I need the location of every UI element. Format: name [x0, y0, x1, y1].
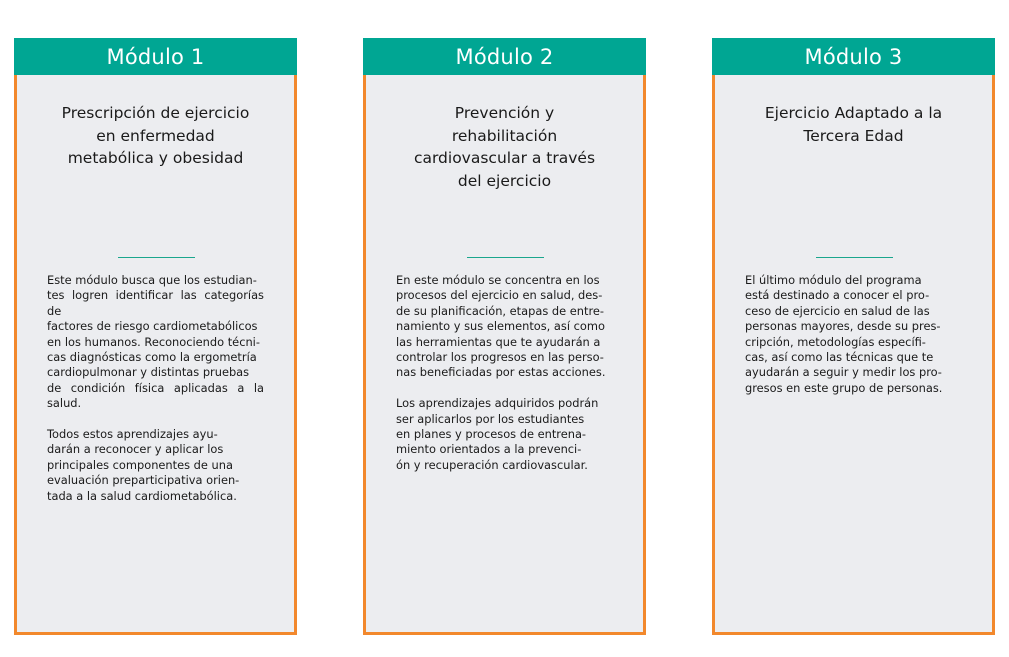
module-header: Módulo 1 [14, 38, 297, 75]
description-paragraph: Todos estos aprendizajes ayu- darán a reconocer y aplicar los principales componentes de una evaluación preparticipativa orien- tada a la salud cardiometabólica. [47, 427, 240, 503]
description-paragraph: En este módulo se concentra en los procesos del ejercicio en salud, des- de su planificación, etapas de entre- namiento y sus elementos, así como las herramientas que te ayudarán a controlar los progresos en las perso- nas beneficiadas por estas acciones. [396, 273, 606, 380]
module-card-3 [712, 38, 995, 635]
module-header: Módulo 3 [712, 38, 995, 75]
module-body [363, 75, 646, 635]
module-header: Módulo 2 [363, 38, 646, 75]
module-title: Ejercicio Adaptado a la Tercera Edad [764, 104, 943, 145]
module-body [712, 75, 995, 635]
description-paragraph: El último módulo del programa está destinado a conocer el pro- ceso de ejercicio en salud de las personas mayores, desde su pres- cripción, metodologías específi- cas, así como las técnicas que te ayudarán a seguir y medir los pro- gresos en este grupo de personas. [745, 273, 943, 395]
module-card-1 [14, 38, 297, 635]
module-card-2 [363, 38, 646, 635]
module-body [14, 75, 297, 635]
title-divider [816, 257, 893, 258]
module-title: Prescripción de ejercicio en enfermedad metabólica y obesidad [61, 104, 250, 167]
module-description [47, 273, 264, 519]
description-paragraph: Los aprendizajes adquiridos podrán ser aplicarlos por los estudiantes en planes y procesos de entrena- miento orientados a la prevenci- ón y recuperación cardiovascular. [396, 396, 599, 472]
module-description [396, 273, 613, 489]
module-title: Prevención y rehabilitación cardiovascular a través del ejercicio [413, 104, 596, 190]
description-paragraph: Este módulo busca que los estudian- tes logren identificar las categorías de factores de riesgo cardiometabólicos en los humanos. Reconociendo técni- cas diagnósticas como la ergometría cardiopulmonar y distintas pruebas de condición física aplicadas a la salud. [47, 273, 264, 411]
title-divider [118, 257, 195, 258]
module-description [745, 273, 962, 412]
title-divider [467, 257, 544, 258]
